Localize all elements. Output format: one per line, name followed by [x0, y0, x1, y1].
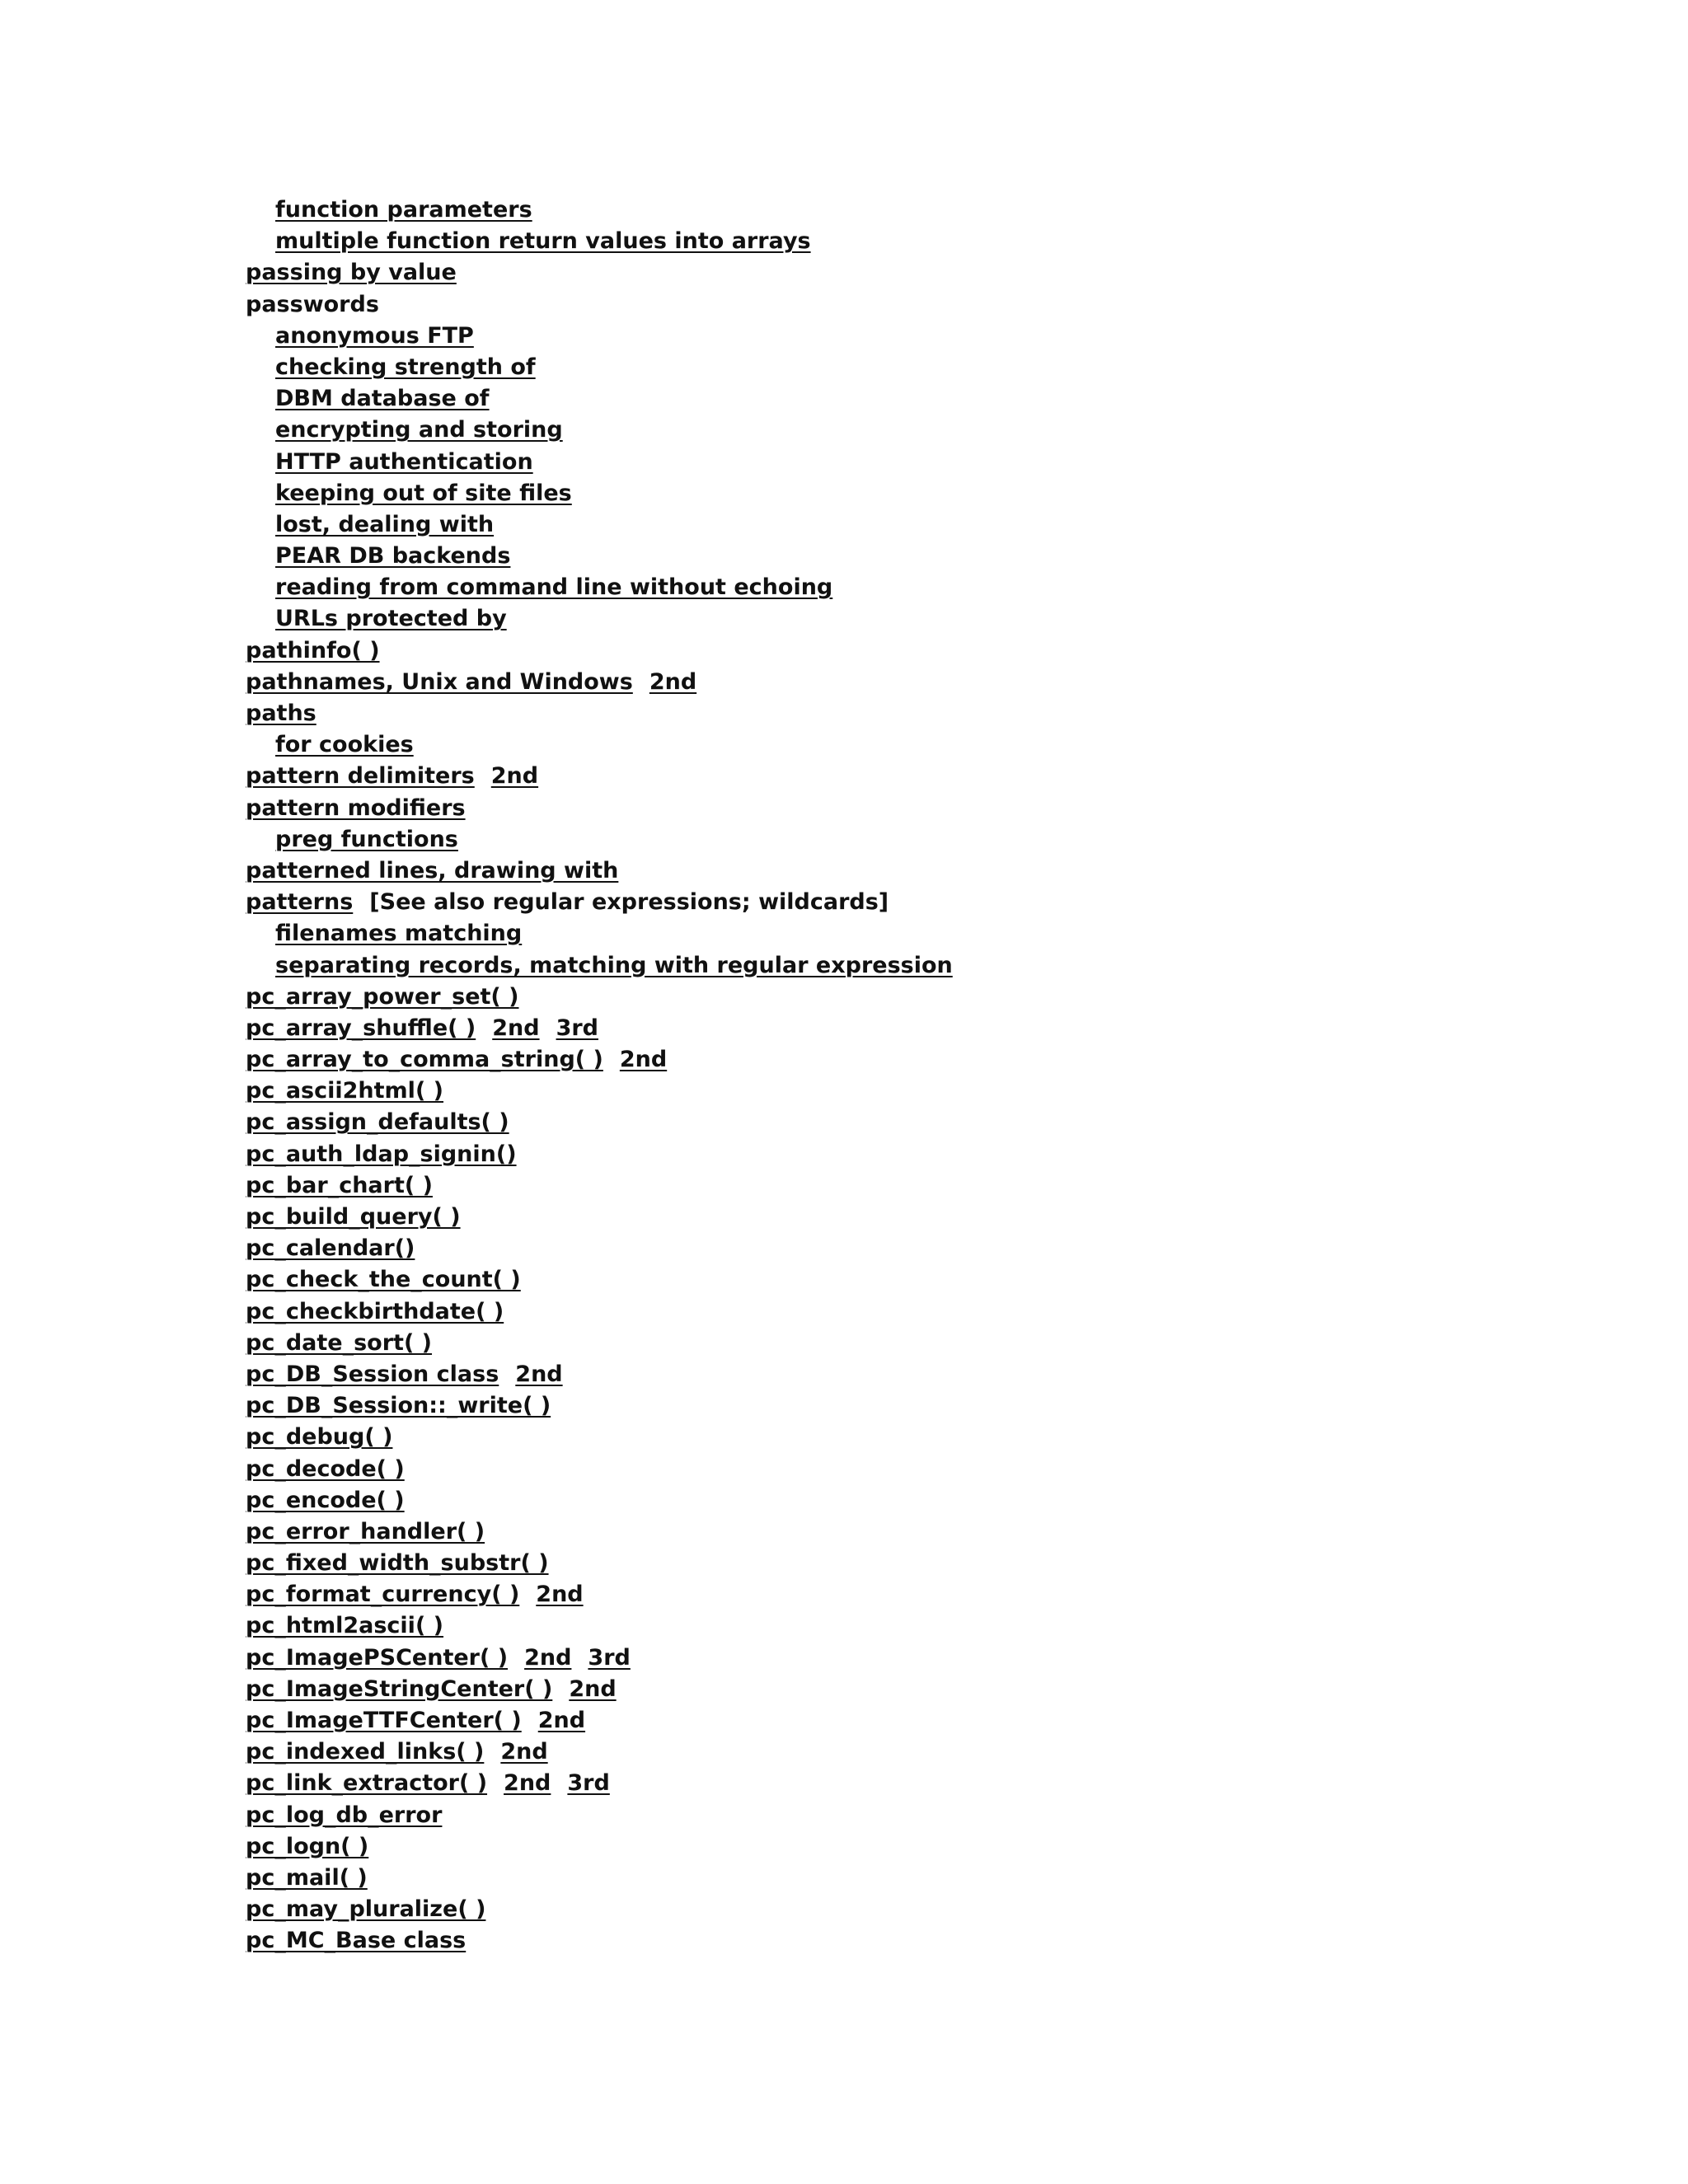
index-term-link[interactable]: pc_link_extractor( ): [246, 1770, 488, 1797]
index-ref-link[interactable]: 2nd: [504, 1770, 551, 1797]
index-term-link[interactable]: pc_decode( ): [246, 1455, 405, 1482]
index-entry: [246, 289, 1647, 321]
index-subentry: [246, 383, 1647, 415]
index-term-link[interactable]: pc_array_power_set( ): [246, 983, 519, 1010]
index-term-link[interactable]: separating records, matching with regular expression: [275, 952, 953, 978]
index-subentry: [246, 226, 1647, 257]
index-term-link[interactable]: encrypting and storing: [275, 417, 563, 443]
index-term-link[interactable]: pc_fixed_width_substr( ): [246, 1550, 549, 1577]
index-term-link[interactable]: pc_ImageStringCenter( ): [246, 1675, 553, 1702]
index-ref-link[interactable]: 2nd: [536, 1582, 584, 1608]
index-term-link[interactable]: pc_array_shuffle( ): [246, 1015, 476, 1041]
index-subentry: [246, 415, 1647, 446]
index-term-link[interactable]: HTTP authentication: [275, 448, 533, 475]
index-subentry: [246, 478, 1647, 509]
index-subentry: [246, 509, 1647, 541]
index-subentry: [246, 447, 1647, 478]
index-subentry: [246, 729, 1647, 761]
index-entry: [246, 1705, 1647, 1736]
index-ref-link[interactable]: 2nd: [649, 668, 697, 695]
index-term-link[interactable]: DBM database of: [275, 386, 490, 412]
index-entry: [246, 1013, 1647, 1044]
index-term-link[interactable]: pc_error_handler( ): [246, 1518, 485, 1544]
index-entry: [246, 667, 1647, 698]
index-term-link[interactable]: patterned lines, drawing with: [246, 857, 619, 883]
index-term-link[interactable]: pathnames, Unix and Windows: [246, 668, 633, 695]
index-entry: [246, 1485, 1647, 1516]
index-entry: [246, 1800, 1647, 1831]
index-entry: [246, 982, 1647, 1013]
index-term-link[interactable]: pc_array_to_comma_string( ): [246, 1047, 603, 1073]
index-subentry: [246, 352, 1647, 383]
index-entry: [246, 1831, 1647, 1863]
index-entry: [246, 1454, 1647, 1485]
index-term-link[interactable]: pc_bar_chart( ): [246, 1172, 433, 1198]
index-term-link[interactable]: function parameters: [275, 197, 532, 223]
index-ref-link[interactable]: 2nd: [492, 1015, 540, 1041]
index-term-link[interactable]: preg functions: [275, 826, 458, 852]
index-ref-link[interactable]: 3rd: [567, 1770, 610, 1797]
index-term-link[interactable]: pc_encode( ): [246, 1487, 405, 1513]
index-term-link[interactable]: pc_format_currency( ): [246, 1582, 520, 1608]
index-term-link[interactable]: pc_may_pluralize( ): [246, 1896, 486, 1923]
index-term-link[interactable]: pathinfo( ): [246, 637, 380, 663]
index-entry: [246, 1328, 1647, 1359]
index-ref-link[interactable]: 2nd: [515, 1361, 563, 1387]
index-term-link[interactable]: pc_DB_Session::_write( ): [246, 1393, 551, 1419]
index-term-link[interactable]: passing by value: [246, 260, 457, 286]
index-term-link[interactable]: filenames matching: [275, 921, 523, 947]
index-ref-link[interactable]: 2nd: [524, 1644, 572, 1671]
index-subentry: [246, 950, 1647, 982]
index-entry: [246, 1202, 1647, 1233]
index-ref-link[interactable]: 3rd: [556, 1015, 598, 1041]
index-entry: [246, 761, 1647, 792]
index-entry: [246, 793, 1647, 824]
index-term-link[interactable]: PEAR DB backends: [275, 543, 511, 569]
index-entry: [246, 1233, 1647, 1264]
index-entry: [246, 855, 1647, 887]
index-entry: [246, 698, 1647, 729]
index-ref-link[interactable]: 2nd: [619, 1047, 668, 1073]
index-subentry: [246, 572, 1647, 603]
index-term-link[interactable]: pc_calendar(): [246, 1235, 415, 1262]
index-term-link[interactable]: pc_build_query( ): [246, 1204, 461, 1230]
index-term-link[interactable]: pc_auth_ldap_signin(): [246, 1141, 517, 1167]
index-term-link[interactable]: URLs protected by: [275, 606, 507, 632]
index-entry: [246, 1422, 1647, 1453]
index-ref-link[interactable]: 2nd: [537, 1708, 586, 1733]
index-term-link[interactable]: pattern modifiers: [246, 794, 466, 821]
index-term-link[interactable]: for cookies: [275, 732, 414, 758]
index-entry: [246, 635, 1647, 667]
index-term-link[interactable]: pc_assign_defaults( ): [246, 1109, 509, 1136]
index-term-link[interactable]: pc_log_db_error: [246, 1802, 443, 1828]
index-term-link[interactable]: keeping out of site files: [275, 480, 572, 506]
index-entry: [246, 1894, 1647, 1925]
index-entry: [246, 1863, 1647, 1894]
index-entry: [246, 1548, 1647, 1579]
index-term-link[interactable]: pc_ascii2html( ): [246, 1078, 444, 1104]
index-entry: [246, 1736, 1647, 1768]
index-term-link[interactable]: anonymous FTP: [275, 322, 474, 349]
index-subentry: [246, 194, 1647, 226]
index-term-link[interactable]: checking strength of: [275, 354, 536, 380]
index-subentry: [246, 824, 1647, 855]
index-subentry: [246, 321, 1647, 352]
index-ref-link[interactable]: 2nd: [569, 1675, 617, 1702]
index-term-link[interactable]: pc_indexed_links( ): [246, 1739, 485, 1765]
index-term-link[interactable]: lost, dealing with: [275, 511, 495, 537]
index-term-link[interactable]: pc_check_the_count( ): [246, 1267, 521, 1293]
index-ref-link[interactable]: 3rd: [588, 1644, 631, 1671]
index-term-link[interactable]: pattern delimiters: [246, 763, 475, 790]
index-subentry: [246, 603, 1647, 635]
index-entry: [246, 1296, 1647, 1328]
index-term-link[interactable]: reading from command line without echoing: [275, 574, 833, 601]
index-term-link[interactable]: pc_DB_Session class: [246, 1361, 499, 1387]
index-subentry: [246, 541, 1647, 572]
index-term-link[interactable]: multiple function return values into arrays: [275, 228, 811, 255]
index-entry: [246, 1044, 1647, 1076]
index-entry: [246, 887, 1647, 918]
index-entry: [246, 1359, 1647, 1390]
index-term-link[interactable]: pc_MC_Base class: [246, 1928, 467, 1954]
index-entry: [246, 1643, 1647, 1674]
index-entry: [246, 1139, 1647, 1170]
index-term-link[interactable]: pc_date_sort( ): [246, 1329, 433, 1356]
see-also-note: [See also regular expressions; wildcards]: [369, 889, 889, 916]
index-term-link[interactable]: pc_debug( ): [246, 1424, 393, 1451]
index-entry: [246, 1390, 1647, 1422]
index-entry: [246, 1516, 1647, 1548]
index-entry: [246, 1264, 1647, 1296]
index-entry: [246, 1610, 1647, 1642]
index-entry: [246, 1076, 1647, 1107]
index-entry: [246, 1925, 1647, 1957]
index-ref-link[interactable]: 2nd: [490, 763, 539, 790]
index-term-link[interactable]: pc_checkbirthdate( ): [246, 1298, 504, 1324]
index-ref-link[interactable]: 2nd: [500, 1739, 548, 1765]
index-entry: [246, 1674, 1647, 1705]
index-term-link[interactable]: pc_ImageTTFCenter( ): [246, 1708, 522, 1733]
index-term-link[interactable]: pc_logn( ): [246, 1833, 369, 1859]
index-term-link[interactable]: pc_html2ascii( ): [246, 1613, 444, 1639]
index-entry: [246, 1579, 1647, 1610]
index-subentry: [246, 918, 1647, 949]
index-term-link[interactable]: pc_ImagePSCenter( ): [246, 1644, 509, 1671]
index-entry: [246, 1170, 1647, 1202]
index-entry: [246, 257, 1647, 288]
index-term: passwords: [246, 291, 379, 317]
index-term-link[interactable]: pc_mail( ): [246, 1864, 368, 1891]
index-term-link[interactable]: patterns: [246, 889, 354, 916]
index-entry: [246, 1107, 1647, 1138]
index-entry: [246, 1768, 1647, 1799]
index-term-link[interactable]: paths: [246, 701, 316, 726]
index-list: [246, 194, 1647, 1957]
